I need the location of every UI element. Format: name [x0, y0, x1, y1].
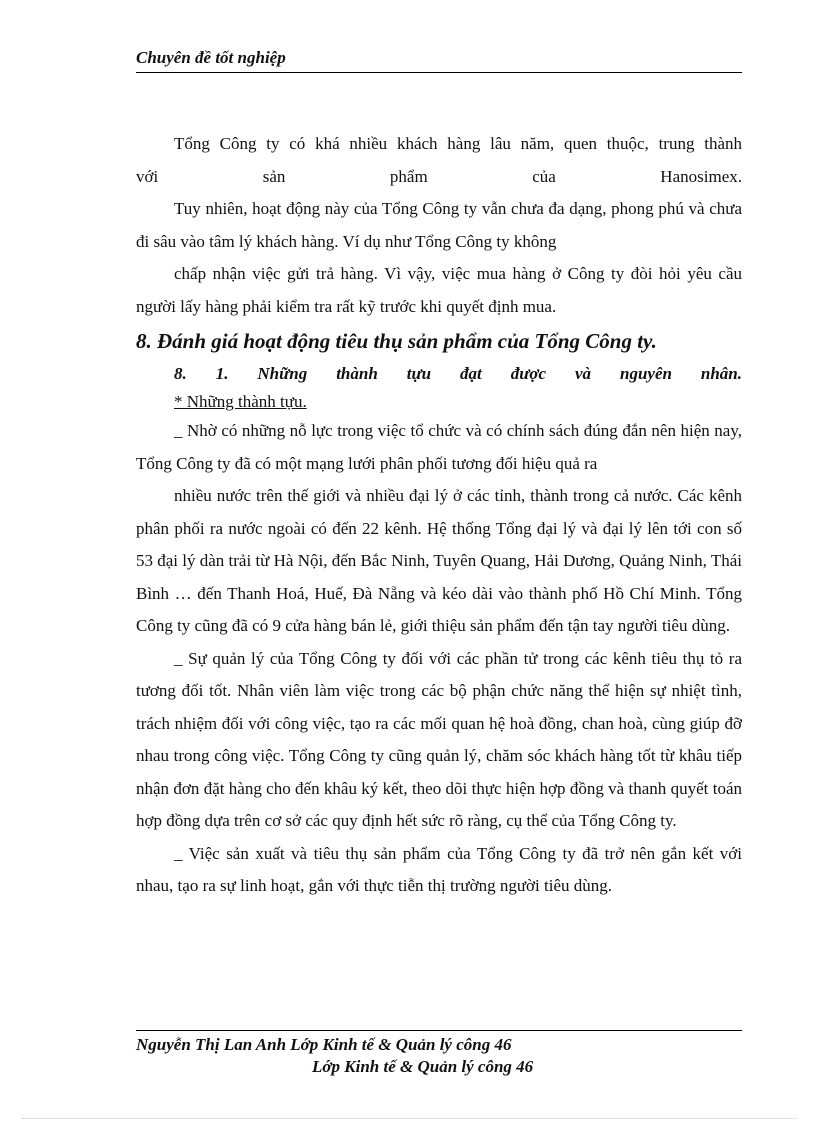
footer-line-2: Lớp Kinh tế & Quản lý công 46 [312, 1057, 534, 1076]
page-bottom-border [22, 1118, 796, 1119]
paragraph-1-line-2: với sản phẩm của Hanosimex. [136, 166, 742, 186]
bullet-3: _ Việc sản xuất và tiêu thụ sản phẩm của Tổng Công ty đã trở nên gắn kết với nhau, tạo ra sự linh hoạt, gắn với thực tiễn thị trường người tiêu dùng. [136, 843, 742, 895]
document-body [136, 128, 742, 903]
page-footer [136, 1034, 742, 1078]
bullet-1-part-1: _ Nhờ có những nỗ lực trong việc tổ chức và có chính sách đúng đắn nên hiện nay, Tổng Công ty đã có một mạng lưới phân phối tương đối hiệu quả ra [136, 421, 742, 473]
bullet-1-part-2: nhiều nước trên thế giới và nhiều đại lý ở các tỉnh, thành trong cả nước. Các kênh phân phối ra nước ngoài có đến 22 kênh. Hệ thống Tổng đại lý và đại lý lên tới con số 53 đại lý dàn trải từ Hà Nội, đến Bắc Ninh, Tuyên Quang, Hải Dương, Quảng Ninh, Thái Bình … đến Thanh Hoá, Huế, Đà Nẵng và kéo dài vào thành phố Hồ Chí Minh. Tổng Công ty cũng đã có 9 cửa hàng bán lẻ, giới thiệu sản phẩm đến tận tay người tiêu dùng. [136, 486, 742, 635]
paragraph-2-part-1: Tuy nhiên, hoạt động này của Tổng Công ty vẫn chưa đa dạng, phong phú và chưa đi sâu vào tâm lý khách hàng. Ví dụ như Tổng Công ty không [136, 199, 742, 251]
footer-divider [136, 1030, 742, 1031]
section-8-1-subheading: 8. 1. Những thành tựu đạt được và nguyên nhân. [174, 364, 742, 383]
page-header-title: Chuyên đề tốt nghiệp [136, 48, 742, 73]
paragraph-2-part-2: chấp nhận việc gửi trả hàng. Vì vậy, việc mua hàng ở Công ty đòi hỏi yêu cầu người lấy hàng phải kiểm tra rất kỹ trước khi quyết định mua. [136, 264, 742, 316]
section-8-heading: 8. Đánh giá hoạt động tiêu thụ sản phẩm của Tổng Công ty. [136, 329, 657, 353]
footer-line-1: Nguyễn Thị Lan Anh Lớp Kinh tế & Quản lý công 46 [136, 1035, 512, 1054]
achievements-label [136, 389, 742, 415]
paragraph-1-line-1: Tổng Công ty có khá nhiều khách hàng lâu năm, quen thuộc, trung thành [174, 134, 742, 153]
achievements-label-text: * Những thành tựu. [174, 392, 307, 411]
bullet-2: _ Sự quản lý của Tổng Công ty đối với các phần tử trong các kênh tiêu thụ tỏ ra tương đối tốt. Nhân viên làm việc trong các bộ phận chức năng thể hiện sự nhiệt tình, trách nhiệm đối với công việc, tạo ra các mối quan hệ hoà đồng, chan hoà, cùng giúp đỡ nhau trong công việc. Tổng Công ty cũng quản lý, chăm sóc khách hàng tốt từ khâu tiếp nhận đơn đặt hàng cho đến khâu ký kết, theo dõi thực hiện hợp đồng và thanh quyết toán hợp đồng dựa trên cơ sở các quy định hết sức rõ ràng, cụ thể của Tổng Công ty. [136, 648, 742, 830]
